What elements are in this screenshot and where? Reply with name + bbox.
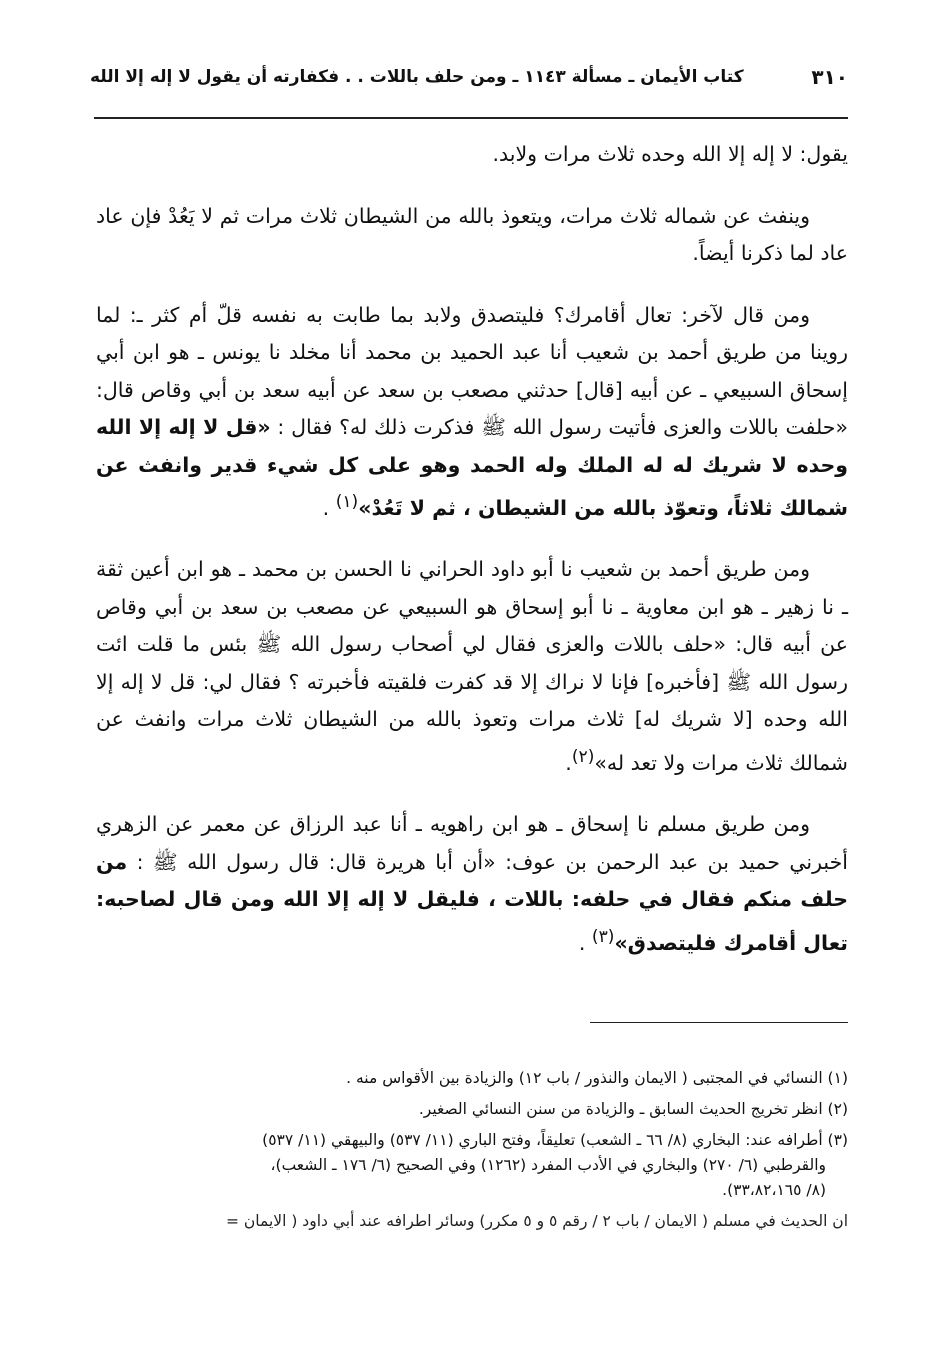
page-header bbox=[90, 62, 848, 92]
paragraph-4-text: ومن طريق أحمد بن شعيب نا أبو داود الحراني نا الحسن بن محمد ـ هو ابن أعين ثقة ـ نا زهير ـ هو ابن معاوية ـ نا أبو إسحاق هو السبيعي عن مصعب بن سعد بن أبي وقاص عن أبيه قال: «حلف باللات والعزى فقال لي أصحاب رسول الله ﷺ بئس ما قلت ائت رسول الله ﷺ [فأخبره] فإنا لا نراك إلا قد كفرت فلقيته فأخبرته ؟ فقال لي: قل لا إله إلا الله وحده [لا شريك له] ثلاث مرات وتعوذ بالله من الشيطان ثلاث مرات وانفث عن شمالك ثلاث مرات ولا تعد له» bbox=[96, 557, 848, 775]
running-title: كتاب الأيمان ـ مسألة ١١٤٣ ـ ومن حلف باللات . . فكفارته أن يقول لا إله إلا الله bbox=[90, 67, 744, 87]
footnote-3-line-3: (٨/ ٣٣،٨٢،١٦٥). bbox=[722, 1181, 826, 1199]
paragraph-3-end: . bbox=[322, 495, 336, 520]
page-number: ٣١٠ bbox=[811, 65, 848, 89]
paragraph-5 bbox=[96, 806, 848, 962]
footnote-ref-3: (٣) bbox=[591, 926, 615, 947]
footnote-continuation: ان الحديث في مسلم ( الايمان / باب ٢ / رقم ٥ و ٥ مكرر) وسائر اطرافه عند أبي داود ( الايمان = bbox=[225, 1212, 848, 1230]
footnote-2: (٢) انظر تخريج الحديث السابق ـ والزيادة من سنن النسائي الصغير. bbox=[418, 1100, 848, 1118]
footnote-3-line-1: (٣) أطرافه عند: البخاري (٨/ ٦٦ ـ الشعب) تعليقاً، وفتح الباري (١١/ ٥٣٧) والبيهقي (١١/ ٥٣٧) bbox=[262, 1131, 848, 1149]
main-text bbox=[96, 136, 848, 986]
footnote-ref-2: (٢) bbox=[571, 746, 595, 767]
paragraph-5-text: ومن طريق مسلم نا إسحاق ـ هو ابن راهويه ـ أنا عبد الرزاق عن معمر عن الزهري أخبرني حميد بن عبد الرحمن بن عوف: «أن أبا هريرة قال: قال رسول الله ﷺ : bbox=[96, 812, 848, 874]
paragraph-3-text: ومن قال لآخر: تعال أقامرك؟ فليتصدق ولابد بما طابت به نفسه قلّ أم كثر ـ: لما روينا من طريق أحمد بن شعيب أنا عبد الحميد بن محمد أنا مخلد نا يونس ـ هو ابن أبي إسحاق السبيعي ـ عن أبيه [قال] حدثني مصعب بن سعد عن أبيه سعد بن أبي وقاص قال: «حلفت باللات والعزى فأتيت رسول الله ﷺ فذكرت ذلك له؟ فقال : bbox=[96, 302, 848, 439]
paragraph-2: وينفث عن شماله ثلاث مرات، ويتعوذ بالله من الشيطان ثلاث مرات ثم لا يَعُدْ فإن عاد عاد لما ذكرنا أيضاً. bbox=[96, 203, 848, 265]
paragraph-1: يقول: لا إله إلا الله وحده ثلاث مرات ولابد. bbox=[492, 142, 848, 166]
header-divider bbox=[94, 117, 848, 119]
footnote-1: (١) النسائي في المجتبى ( الايمان والنذور / باب ١٢) والزيادة بين الأقواس منه . bbox=[346, 1069, 848, 1087]
paragraph-3-hadith: «قل لا إله إلا الله وحده لا شريك له له الملك وله الحمد وهو على كل شيء قدير وانفث عن شمالك ثلاثاً، وتعوّذ بالله من الشيطان ، ثم لا تَعُدْ» bbox=[96, 415, 848, 520]
paragraph-4-end: . bbox=[565, 750, 572, 775]
footnote-divider bbox=[590, 1022, 848, 1023]
footnote-ref-1: (١) bbox=[335, 492, 359, 512]
paragraph-5-end: . bbox=[578, 930, 592, 955]
footnotes bbox=[92, 1066, 848, 1240]
footnote-3-line-2: والقرطبي (٦/ ٢٧٠) والبخاري في الأدب المفرد (١٢٦٢) وفي الصحيح (٦/ ١٧٦ ـ الشعب)، bbox=[270, 1156, 826, 1174]
paragraph-3 bbox=[96, 297, 848, 528]
footnote-3 bbox=[92, 1128, 848, 1203]
paragraph-5-hadith: من حلف منكم فقال في حلفه: باللات ، فليقل لا إله إلا الله ومن قال لصاحبه: تعال أقامرك فليتصدق» bbox=[96, 849, 848, 955]
paragraph-4 bbox=[96, 551, 848, 782]
